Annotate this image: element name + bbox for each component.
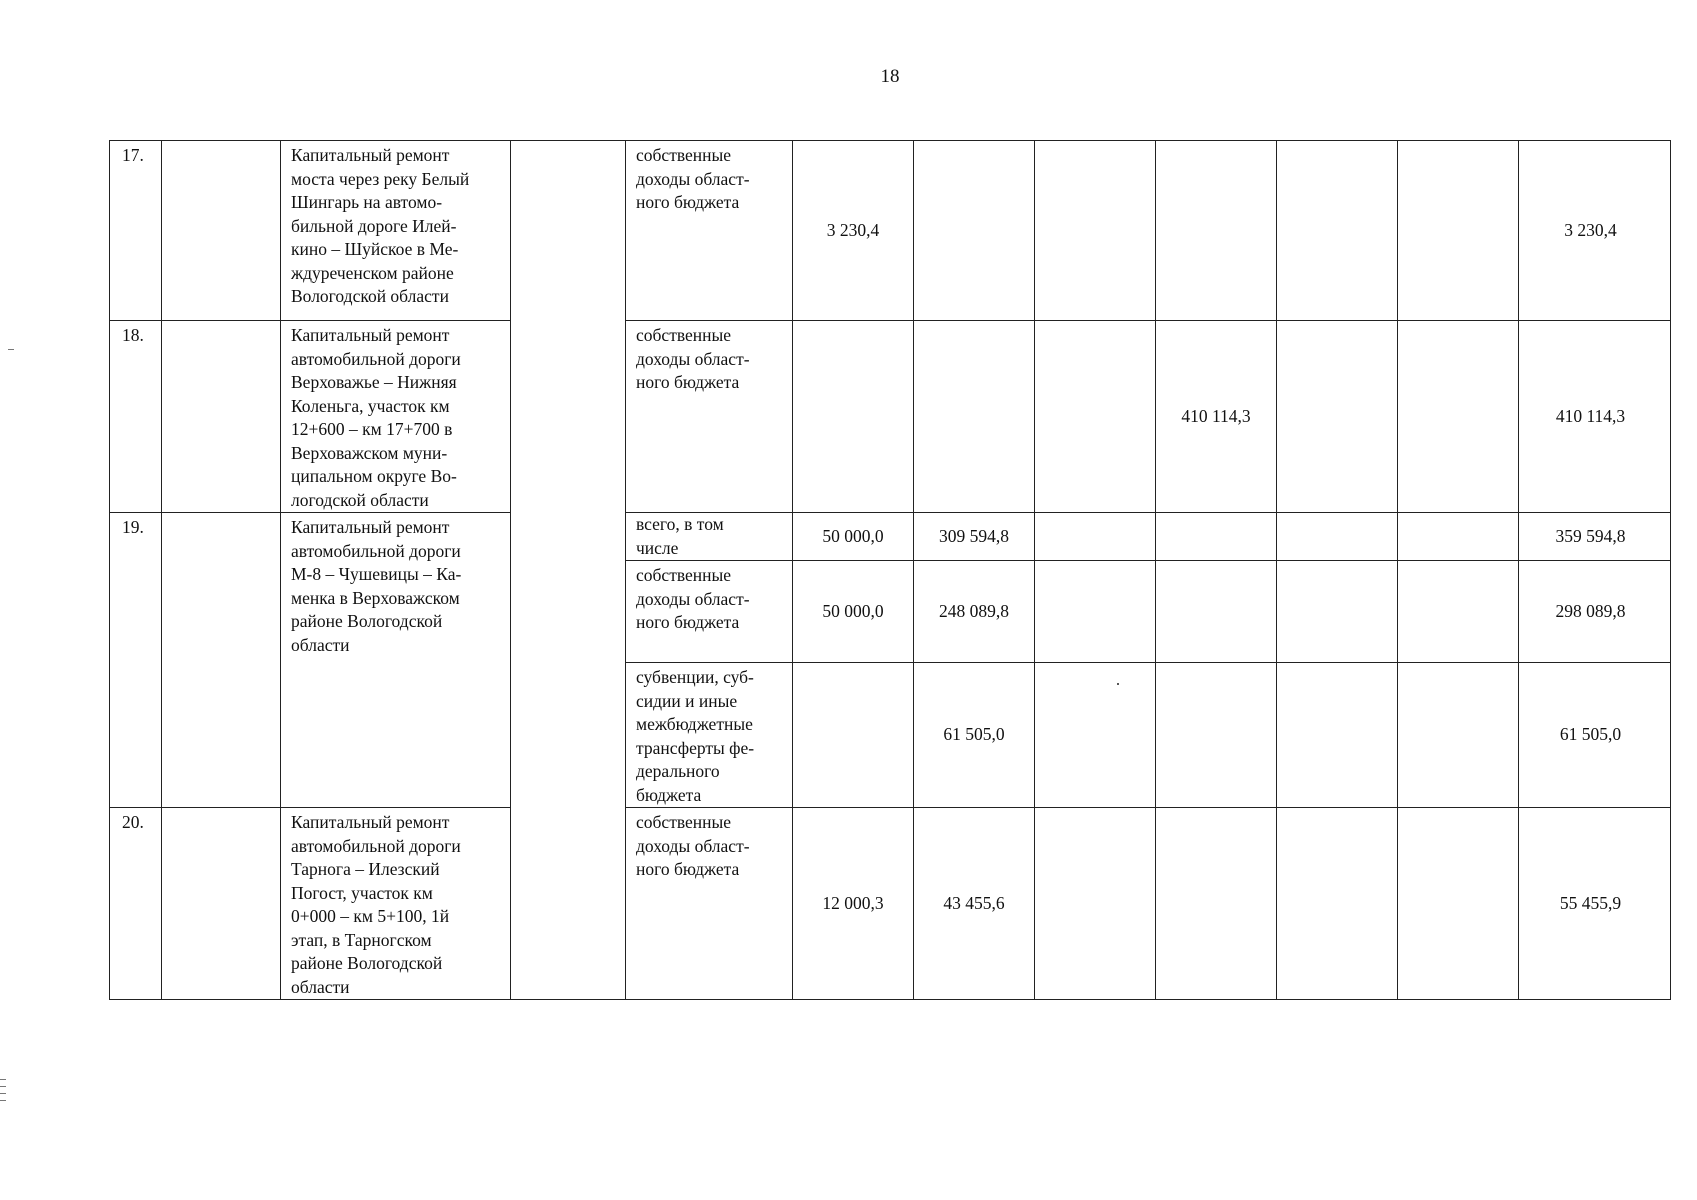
value-cell: 43 455,6 — [914, 808, 1035, 1000]
source-cell — [626, 663, 793, 808]
description-text: Капитальный ремонт моста через реку Белый Шингарь на автомо- бильной дороге Илей- кино – Шуйское в Ме- ждуреченском районе Вологодской области — [291, 145, 470, 306]
source-cell — [626, 808, 793, 1000]
table-row — [110, 141, 1671, 321]
source-text: собственные доходы област- ного бюджета — [636, 325, 750, 392]
source-cell — [626, 561, 793, 663]
value-cell — [1035, 561, 1156, 663]
value-cell — [1035, 808, 1156, 1000]
source-cell — [626, 321, 793, 513]
total-cell: 359 594,8 — [1519, 513, 1671, 561]
total-cell: 298 089,8 — [1519, 561, 1671, 663]
source-text: собственные доходы област- ного бюджета — [636, 565, 750, 632]
value-cell — [1398, 663, 1519, 808]
empty-cell — [162, 321, 281, 513]
value-cell — [914, 141, 1035, 321]
row-number-cell: 18. — [110, 321, 162, 513]
margin-mark — [8, 349, 14, 350]
value-cell — [914, 321, 1035, 513]
description-cell — [281, 513, 511, 808]
value-cell — [1398, 513, 1519, 561]
table-row — [110, 808, 1671, 1000]
margin-mark — [0, 1086, 6, 1087]
value-cell: 410 114,3 — [1156, 321, 1277, 513]
value-cell — [1035, 141, 1156, 321]
value-cell: 12 000,3 — [793, 808, 914, 1000]
margin-mark — [0, 1079, 6, 1080]
value-cell — [1156, 513, 1277, 561]
description-text: Капитальный ремонт автомобильной дороги Верховажье – Нижняя Коленьга, участок км 12+600 – км 17+700 в Верховажском муни- ципальном округе Во- логодской области — [291, 325, 461, 510]
value-cell — [793, 663, 914, 808]
description-cell — [281, 808, 511, 1000]
value-cell — [1398, 141, 1519, 321]
source-text: собственные доходы област- ного бюджета — [636, 145, 750, 212]
row-number-cell: 19. — [110, 513, 162, 808]
value-cell — [1398, 321, 1519, 513]
row-number-cell: 17. — [110, 141, 162, 321]
value-cell — [1277, 141, 1398, 321]
description-cell — [281, 321, 511, 513]
margin-mark — [0, 1100, 6, 1101]
value-cell — [1398, 808, 1519, 1000]
scan-speck — [1117, 683, 1119, 685]
budget-table-container — [109, 140, 1670, 1000]
value-cell: 248 089,8 — [914, 561, 1035, 663]
source-text: собственные доходы област- ного бюджета — [636, 812, 750, 879]
value-cell — [1035, 513, 1156, 561]
source-cell — [626, 141, 793, 321]
table-row — [110, 321, 1671, 513]
value-cell — [1398, 561, 1519, 663]
empty-cell — [162, 513, 281, 808]
value-cell — [1277, 321, 1398, 513]
source-text: субвенции, суб- сидии и иные межбюджетные трансферты фе- дерального бюджета — [636, 667, 755, 805]
total-cell: 55 455,9 — [1519, 808, 1671, 1000]
total-cell: 410 114,3 — [1519, 321, 1671, 513]
value-cell: 309 594,8 — [914, 513, 1035, 561]
budget-table — [109, 140, 1671, 1000]
value-cell — [1035, 663, 1156, 808]
source-cell — [626, 513, 793, 561]
value-cell — [1277, 513, 1398, 561]
value-cell — [1277, 561, 1398, 663]
empty-cell — [162, 141, 281, 321]
value-cell — [1035, 321, 1156, 513]
description-text: Капитальный ремонт автомобильной дороги Тарнога – Илезский Погост, участок км 0+000 – км 5+100, 1й этап, в Тарногском районе Вологодской области — [291, 812, 461, 997]
value-cell — [1156, 663, 1277, 808]
description-text: Капитальный ремонт автомобильной дороги М-8 – Чушевицы – Ка- менка в Верховажском районе Вологодской области — [291, 517, 462, 655]
margin-mark — [0, 1093, 6, 1094]
description-cell — [281, 141, 511, 321]
table-row — [110, 513, 1671, 561]
value-cell — [1156, 141, 1277, 321]
total-cell: 3 230,4 — [1519, 141, 1671, 321]
value-cell — [1156, 561, 1277, 663]
row-number-cell: 20. — [110, 808, 162, 1000]
total-cell: 61 505,0 — [1519, 663, 1671, 808]
empty-cell — [162, 808, 281, 1000]
value-cell: 50 000,0 — [793, 561, 914, 663]
value-cell: 61 505,0 — [914, 663, 1035, 808]
value-cell: 50 000,0 — [793, 513, 914, 561]
source-text: всего, в том числе — [636, 514, 724, 558]
value-cell: 3 230,4 — [793, 141, 914, 321]
value-cell — [1156, 808, 1277, 1000]
value-cell — [793, 321, 914, 513]
value-cell — [1277, 808, 1398, 1000]
page-number: 18 — [880, 66, 900, 87]
merged-empty-column — [511, 141, 626, 1000]
value-cell — [1277, 663, 1398, 808]
